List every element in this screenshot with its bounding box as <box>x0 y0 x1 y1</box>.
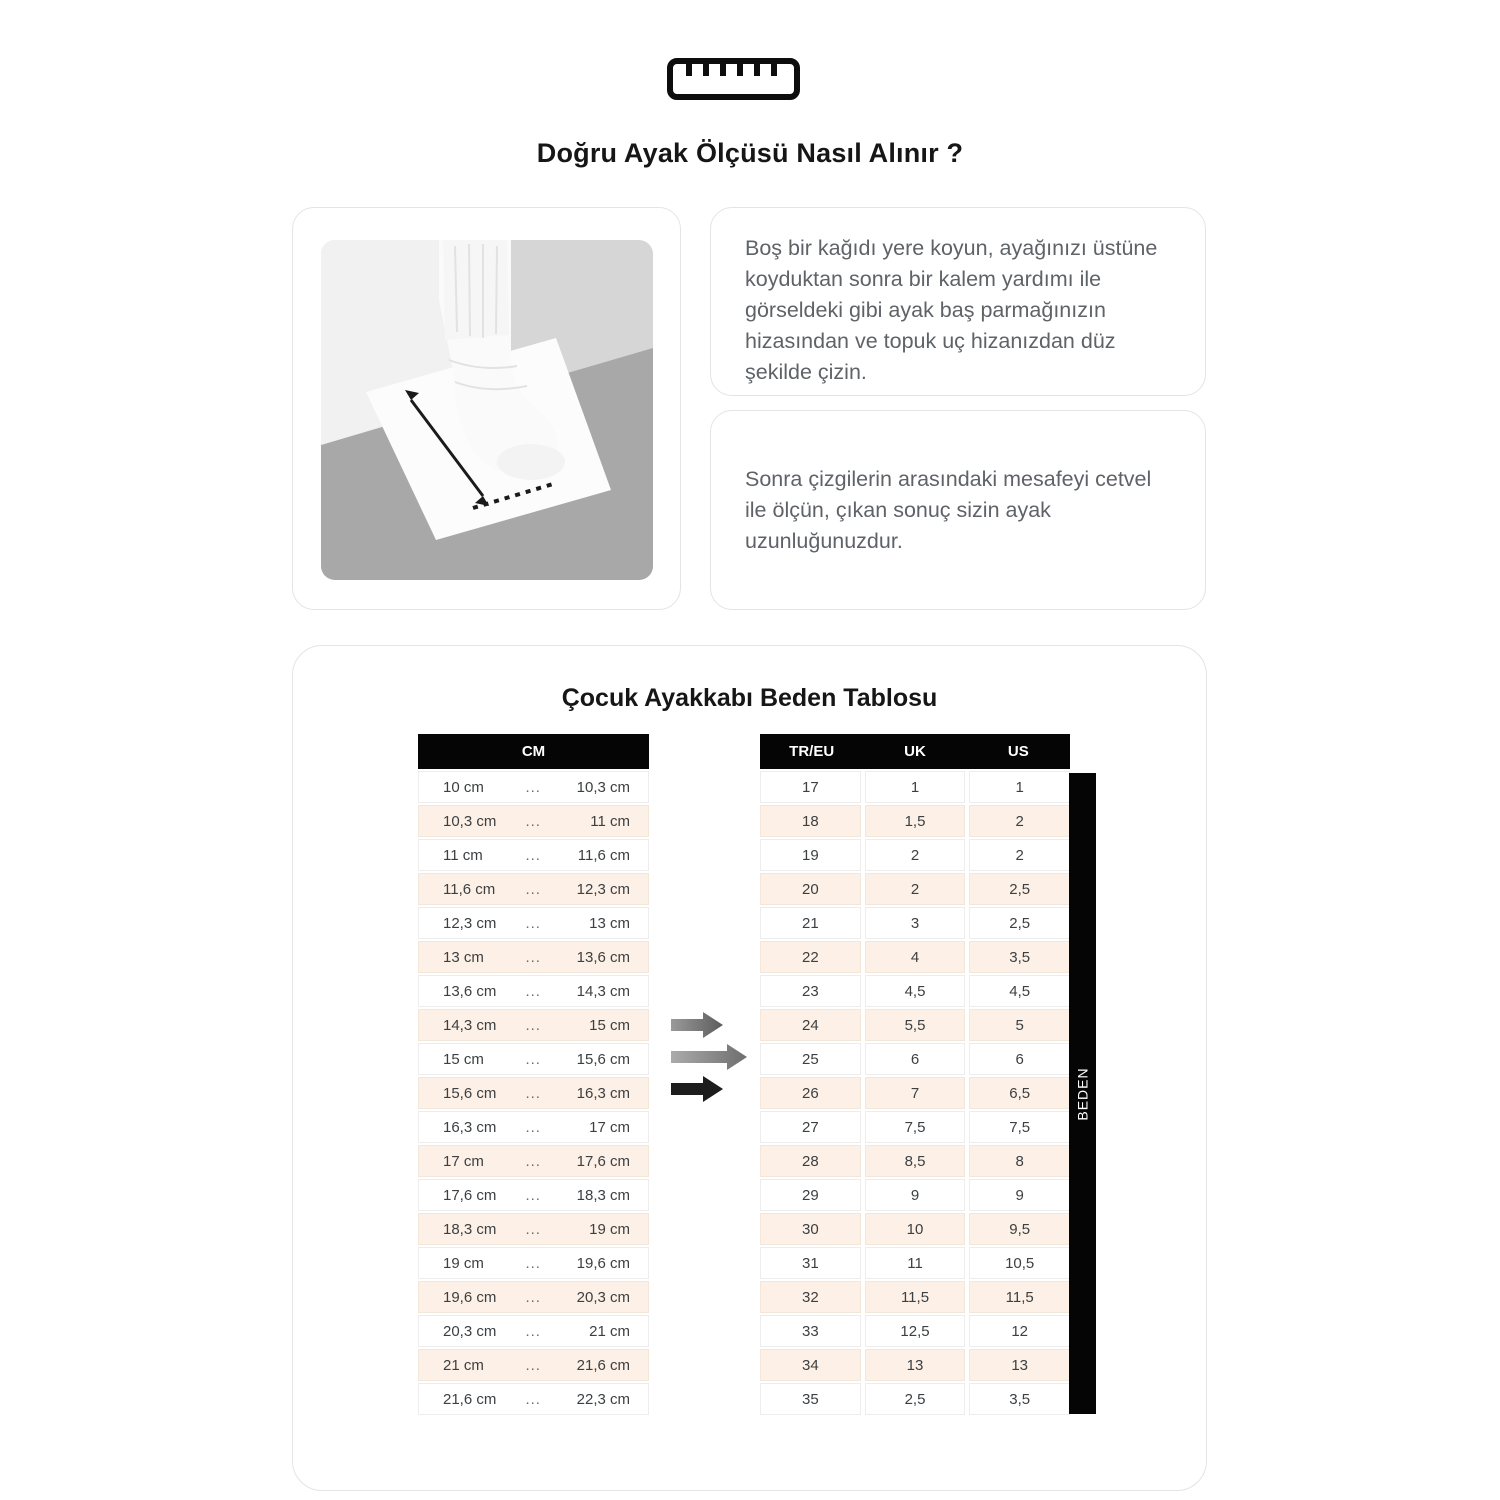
cm-table-row <box>418 839 649 871</box>
cm-table-row <box>418 1009 649 1041</box>
size-cell: 2,5 <box>969 873 1070 905</box>
cm-separator: ... <box>525 982 541 1000</box>
size-cell: 21 <box>760 907 861 939</box>
size-cell: 2 <box>969 839 1070 871</box>
instruction-step-1 <box>710 207 1206 396</box>
cm-to-value: 19,6 cm <box>576 1254 630 1272</box>
size-cell: 32 <box>760 1281 861 1313</box>
size-cell: 11,5 <box>969 1281 1070 1313</box>
cm-table-row <box>418 873 649 905</box>
cm-from-value: 17 cm <box>443 1152 484 1170</box>
size-cell: 4,5 <box>969 975 1070 1007</box>
size-cell: 1 <box>969 771 1070 803</box>
cm-table-row <box>418 1111 649 1143</box>
size-cell: 25 <box>760 1043 861 1075</box>
cm-to-value: 11 cm <box>590 812 630 830</box>
size-cell: 1 <box>865 771 966 803</box>
size-cell: 35 <box>760 1383 861 1415</box>
size-cell: 4 <box>865 941 966 973</box>
cm-separator: ... <box>525 1322 541 1340</box>
conversion-table-row <box>760 1315 1070 1347</box>
size-cell: 20 <box>760 873 861 905</box>
size-cell: 4,5 <box>865 975 966 1007</box>
conversion-table-row <box>760 975 1070 1007</box>
size-cell: 2,5 <box>969 907 1070 939</box>
cm-to-value: 18,3 cm <box>576 1186 630 1204</box>
size-cell: 18 <box>760 805 861 837</box>
conversion-table-row <box>760 1281 1070 1313</box>
cm-separator: ... <box>525 1152 541 1170</box>
cm-table-row <box>418 1281 649 1313</box>
size-cell: 24 <box>760 1009 861 1041</box>
size-cell: 13 <box>969 1349 1070 1381</box>
cm-table-row <box>418 1145 649 1177</box>
conversion-table-row <box>760 941 1070 973</box>
size-cell: 12,5 <box>865 1315 966 1347</box>
cm-to-value: 22,3 cm <box>576 1390 630 1408</box>
size-cell: 11 <box>865 1247 966 1279</box>
size-cell: 26 <box>760 1077 861 1109</box>
size-cell: 10 <box>865 1213 966 1245</box>
cm-to-value: 13,6 cm <box>576 948 630 966</box>
conversion-table-row <box>760 1349 1070 1381</box>
cm-separator: ... <box>525 948 541 966</box>
conversion-table-row <box>760 805 1070 837</box>
cm-to-value: 15,6 cm <box>576 1050 630 1068</box>
cm-table-row <box>418 1349 649 1381</box>
conversion-table-row <box>760 1247 1070 1279</box>
cm-separator: ... <box>525 1084 541 1102</box>
conversion-table-row <box>760 907 1070 939</box>
conversion-table-row <box>760 1179 1070 1211</box>
size-cell: 23 <box>760 975 861 1007</box>
size-cell: 12 <box>969 1315 1070 1347</box>
size-cell: 2 <box>969 805 1070 837</box>
cm-to-value: 13 cm <box>589 914 630 932</box>
cm-from-value: 13 cm <box>443 948 484 966</box>
cm-from-value: 10 cm <box>443 778 484 796</box>
size-cell: 27 <box>760 1111 861 1143</box>
size-cell: 5 <box>969 1009 1070 1041</box>
cm-to-value: 17,6 cm <box>576 1152 630 1170</box>
size-cell: 34 <box>760 1349 861 1381</box>
size-cell: 19 <box>760 839 861 871</box>
cm-from-value: 15,6 cm <box>443 1084 497 1102</box>
cm-separator: ... <box>525 1288 541 1306</box>
cm-table-row <box>418 771 649 803</box>
cm-from-value: 19,6 cm <box>443 1288 497 1306</box>
size-table-title: Çocuk Ayakkabı Beden Tablosu <box>561 684 938 712</box>
cm-separator: ... <box>525 880 541 898</box>
size-cell: 9,5 <box>969 1213 1070 1245</box>
conversion-table-row <box>760 1043 1070 1075</box>
size-cell: 13 <box>865 1349 966 1381</box>
size-cell: 8,5 <box>865 1145 966 1177</box>
size-cell: 30 <box>760 1213 861 1245</box>
size-cell: 31 <box>760 1247 861 1279</box>
cm-table-row <box>418 907 649 939</box>
beden-side-bar <box>1069 773 1096 1414</box>
conversion-table-row <box>760 839 1070 871</box>
cm-separator: ... <box>525 1016 541 1034</box>
header-tr-eu: TR/EU <box>789 743 835 760</box>
size-cell: 17 <box>760 771 861 803</box>
cm-to-value: 12,3 cm <box>576 880 630 898</box>
size-cell: 3 <box>865 907 966 939</box>
size-cell: 11,5 <box>865 1281 966 1313</box>
cm-to-value: 17 cm <box>589 1118 630 1136</box>
cm-to-value: 21 cm <box>589 1322 630 1340</box>
size-cell: 33 <box>760 1315 861 1347</box>
size-cell: 10,5 <box>969 1247 1070 1279</box>
conversion-table-body <box>760 771 1070 1415</box>
cm-table-row <box>418 1179 649 1211</box>
conversion-table-header <box>760 734 1070 769</box>
size-cell: 6 <box>865 1043 966 1075</box>
size-cell: 7 <box>865 1077 966 1109</box>
cm-from-value: 19 cm <box>443 1254 484 1272</box>
cm-from-value: 20,3 cm <box>443 1322 497 1340</box>
ruler-icon <box>667 58 800 100</box>
cm-separator: ... <box>525 914 541 932</box>
cm-table-row <box>418 941 649 973</box>
cm-table-row <box>418 805 649 837</box>
cm-from-value: 10,3 cm <box>443 812 497 830</box>
cm-header-label: CM <box>521 743 546 760</box>
cm-from-value: 17,6 cm <box>443 1186 497 1204</box>
header-uk: UK <box>904 743 926 760</box>
size-cell: 6,5 <box>969 1077 1070 1109</box>
cm-separator: ... <box>525 1220 541 1238</box>
cm-table-row <box>418 975 649 1007</box>
cm-table-row <box>418 1077 649 1109</box>
instruction-step-1-text: Boş bir kağıdı yere koyun, ayağınızı üstüne koyduktan sonra bir kalem yardımı ile görseldeki gibi ayak baş parmağınızın hizasından ve topuk uç hizanızdan düz şekilde çizin. <box>745 236 1158 384</box>
conversion-table-row <box>760 1077 1070 1109</box>
cm-to-value: 10,3 cm <box>576 778 630 796</box>
cm-from-value: 11 cm <box>443 846 483 864</box>
cm-table-body <box>418 771 649 1415</box>
size-cell: 7,5 <box>969 1111 1070 1143</box>
cm-separator: ... <box>525 778 541 796</box>
cm-from-value: 11,6 cm <box>443 880 496 898</box>
cm-separator: ... <box>525 1254 541 1272</box>
size-cell: 2 <box>865 839 966 871</box>
cm-to-value: 16,3 cm <box>576 1084 630 1102</box>
conversion-table-row <box>760 1009 1070 1041</box>
cm-from-value: 16,3 cm <box>443 1118 497 1136</box>
cm-to-value: 15 cm <box>589 1016 630 1034</box>
instruction-step-2 <box>710 410 1206 610</box>
transfer-arrows-icon <box>671 1011 751 1108</box>
cm-table-header <box>418 734 649 769</box>
size-cell: 9 <box>969 1179 1070 1211</box>
header-us: US <box>1007 743 1029 760</box>
size-cell: 6 <box>969 1043 1070 1075</box>
conversion-table-row <box>760 1111 1070 1143</box>
conversion-table-row <box>760 1213 1070 1245</box>
cm-table-row <box>418 1383 649 1415</box>
size-cell: 7,5 <box>865 1111 966 1143</box>
cm-from-value: 15 cm <box>443 1050 484 1068</box>
foot-measurement-photo <box>292 207 681 610</box>
cm-table-row <box>418 1315 649 1347</box>
conversion-table-row <box>760 771 1070 803</box>
cm-separator: ... <box>525 1356 541 1374</box>
cm-from-value: 18,3 cm <box>443 1220 497 1238</box>
beden-label: BEDEN <box>1074 1066 1091 1121</box>
size-table-section <box>292 645 1207 1491</box>
page-title: Doğru Ayak Ölçüsü Nasıl Alınır ? <box>536 138 964 168</box>
cm-separator: ... <box>525 1186 541 1204</box>
cm-from-value: 21 cm <box>443 1356 484 1374</box>
size-cell: 5,5 <box>865 1009 966 1041</box>
cm-from-value: 13,6 cm <box>443 982 497 1000</box>
cm-to-value: 20,3 cm <box>576 1288 630 1306</box>
cm-table-row <box>418 1043 649 1075</box>
cm-separator: ... <box>525 1390 541 1408</box>
cm-from-value: 21,6 cm <box>443 1390 497 1408</box>
size-cell: 9 <box>865 1179 966 1211</box>
cm-separator: ... <box>525 812 541 830</box>
cm-to-value: 11,6 cm <box>577 846 630 864</box>
cm-to-value: 21,6 cm <box>576 1356 630 1374</box>
cm-separator: ... <box>525 1118 541 1136</box>
cm-separator: ... <box>525 1050 541 1068</box>
size-cell: 22 <box>760 941 861 973</box>
cm-to-value: 19 cm <box>589 1220 630 1238</box>
size-cell: 8 <box>969 1145 1070 1177</box>
instruction-step-2-text: Sonra çizgilerin arasındaki mesafeyi cetvel ile ölçün, çıkan sonuç sizin ayak uzunluğunuzdur. <box>745 466 1152 553</box>
cm-from-value: 14,3 cm <box>443 1016 497 1034</box>
size-cell: 2 <box>865 873 966 905</box>
cm-table-row <box>418 1213 649 1245</box>
conversion-table-row <box>760 1383 1070 1415</box>
conversion-table-row <box>760 873 1070 905</box>
conversion-table-row <box>760 1145 1070 1177</box>
size-cell: 29 <box>760 1179 861 1211</box>
size-cell: 3,5 <box>969 1383 1070 1415</box>
cm-to-value: 14,3 cm <box>576 982 630 1000</box>
size-cell: 1,5 <box>865 805 966 837</box>
size-cell: 3,5 <box>969 941 1070 973</box>
size-cell: 2,5 <box>865 1383 966 1415</box>
cm-from-value: 12,3 cm <box>443 914 497 932</box>
cm-separator: ... <box>525 846 541 864</box>
cm-table-row <box>418 1247 649 1279</box>
size-cell: 28 <box>760 1145 861 1177</box>
